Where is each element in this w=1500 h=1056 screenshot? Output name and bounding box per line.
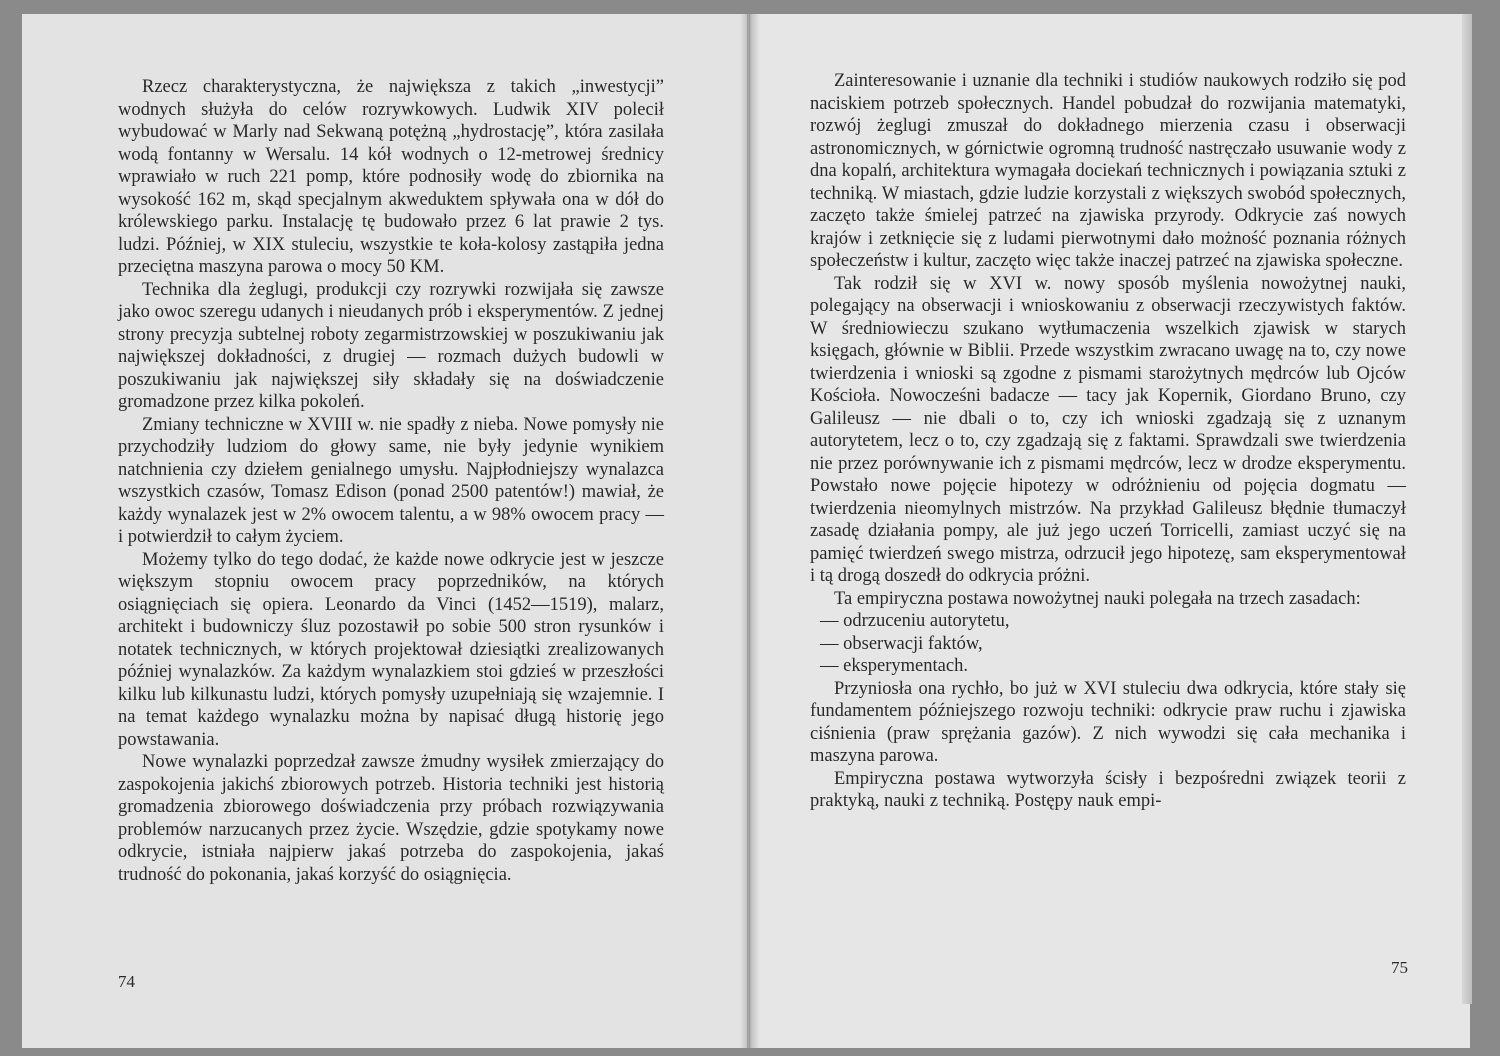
left-page-text: [118, 76, 664, 886]
book-gutter: [740, 14, 760, 1048]
right-page-text: [810, 70, 1406, 813]
book-spread: [22, 14, 1474, 1048]
paragraph: Ta empiryczna postawa nowożytnej nauki polegała na trzech zasadach:: [834, 588, 1361, 609]
list-item: — odrzuceniu autorytetu,: [820, 611, 1010, 631]
paragraph: Możemy tylko do tego dodać, że każde nowe odkrycie jest w jeszcze większym stopniu owocem pracy poprzedników, na których osiągnięciach się opiera. Leonardo da Vinci (1452—1519), malarz, architekt i budowniczy śluz pozostawił po sobie 500 stron rysunków i notatek technicznych, w których projektował dziesiątki zrealizowanych później wynalazków. Za każdym wynalazkiem stoi gdzieś w przeszłości kilku lub kilkunastu ludzi, których pomysły uzupełniają się wzajemnie. I na temat każdego wynalazku można by napisać długą historię jego powstawania.: [118, 549, 664, 750]
paragraph: Technika dla żeglugi, produkcji czy rozrywki rozwijała się zawsze jako owoc szeregu udanych i nieudanych prób i eksperymentów. Z jednej strony precyzja subtelnej roboty zegarmistrzowskiej w poszukiwaniu jak największej dokładności, z drugiej — rozmach dużych budowli w poszukiwaniu jak największej siły składały się na doświadczenie gromadzone przez kilka pokoleń.: [118, 279, 664, 412]
list-item: — obserwacji faktów,: [820, 633, 983, 654]
paragraph: Zainteresowanie i uznanie dla techniki i studiów naukowych rodziło się pod naciskiem potrzeb społecznych. Handel pobudzał do rozwijania matematyki, rozwój żeglugi zmuszał do dokładnego mierzenia czasu i obserwacji astronomicznych, w górnictwie ogromną trudność nastręczało usuwanie wody z dna kopalń, architektura wymagała dociekań technicznych i powiązania sztuki z techniką. W miastach, gdzie ludzie korzystali z większych swobód społecznych, zaczęto także śmielej patrzeć na zjawiska przyrody. Odkrycie zaś nowych krajów i zetknięcie się z ludami pierwotnymi dało możność poznania różnych społeczeństw i kultur, zaczęto więc także inaczej patrzeć na zjawiska społeczne.: [810, 71, 1406, 271]
paragraph: Rzecz charakterystyczna, że największa z takich „inwestycji” wodnych służyła do celów rozrywkowych. Ludwik XIV polecił wybudować w Marly nad Sekwaną potężną „hydrostację”, która zasilała wodą fontanny w Wersalu. 14 kół wodnych o 12-metrowej średnicy wprawiało w ruch 221 pomp, które podnosiły wodę do zbiornika na wysokość 162 m, skąd specjalnym akweduktem spływała ona w dół do królewskiego parku. Instalację tę budowało przez 6 lat prawie 2 tys. ludzi. Później, w XIX stuleciu, wszystkie te koła-kolosy zastąpiła jedna przeciętna maszyna parowa o mocy 50 KM.: [118, 77, 664, 277]
paragraph: Tak rodził się w XVI w. nowy sposób myślenia nowożytnej nauki, polegający na obserwacji i wnioskowaniu z obserwacji rzeczywistych faktów. W średniowieczu szukano wytłumaczenia wszelkich zjawisk w starych księgach, głównie w Biblii. Przede wszystkim zwracano uwagę na to, czy nowe twierdzenia i wnioski są zgodne z pismami starożytnych mędrców lub Ojców Kościoła. Nowocześni badacze — tacy jak Kopernik, Giordano Bruno, czy Galileusz — nie dbali o to, czy ich wnioski zgadzają się z uznanym autorytetem, lecz o to, czy zgadzają się z faktami. Sprawdzali swe twierdzenia nie przez porównywanie ich z pismami mędrców, lecz w drodze eksperymentu. Powstało nowe pojęcie hipotezy w odróżnieniu od pojęcia dogmatu — twierdzenia nieomylnych mistrzów. Na przykład Galileusz błędnie tłumaczył zasadę działania pompy, ale już jego uczeń Torricelli, zamiast uczyć się na pamięć twierdzeń swego mistrza, odrzucił jego hipotezę, sam eksperymentował i tą drogą doszedł do odkrycia próżni.: [810, 273, 1406, 586]
right-page: [748, 14, 1470, 1048]
left-page: [22, 14, 748, 1048]
page-number: 74: [118, 972, 135, 991]
paragraph: Zmiany techniczne w XVIII w. nie spadły z nieba. Nowe pomysły nie przychodziły ludziom do głowy same, nie były jedynie wynikiem natchnienia czy dziełem genialnego umysłu. Najpłodniejszy wynalazca wszystkich czasów, Tomasz Edison (ponad 2500 patentów!) mawiał, że każdy wynalazek jest w 2% owocem talentu, a w 98% owocem pracy — i potwierdził to całym życiem.: [118, 414, 664, 547]
paragraph: Empiryczna postawa wytworzyła ścisły i bezpośredni związek teorii z praktyką, nauki z techniką. Postępy nauk empi-: [810, 768, 1406, 811]
list-item: — eksperymentach.: [820, 656, 968, 676]
page-edge: [1462, 14, 1472, 1004]
page-number: 75: [1391, 958, 1408, 977]
paragraph: Przyniosła ona rychło, bo już w XVI stuleciu dwa odkrycia, które stały się fundamentem późniejszego rozwoju techniki: odkrycie praw ruchu i zjawiska ciśnienia (praw sprężania gazów). Z nich wywodzi się cała mechanika i maszyna parowa.: [810, 678, 1406, 766]
paragraph: Nowe wynalazki poprzedzał zawsze żmudny wysiłek zmierzający do zaspokojenia jakichś zbiorowych potrzeb. Historia techniki jest historią gromadzenia zbiorowego doświadczenia przy próbach rozwiązywania problemów narzucanych przez życie. Wszędzie, gdzie spotykamy nowe odkrycie, istniała najpierw jakaś potrzeba do zaspokojenia, jakaś trudność do pokonania, jakaś korzyść do osiągnięcia.: [118, 752, 664, 885]
